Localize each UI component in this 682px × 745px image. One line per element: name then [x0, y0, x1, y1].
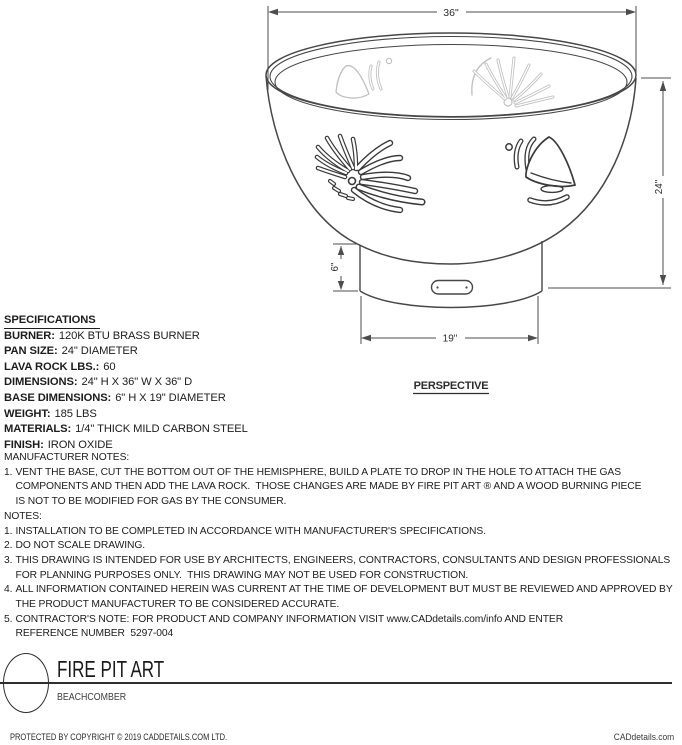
note-1: 1. INSTALLATION TO BE COMPLETED IN ACCORDANCE WITH MANUFACTURER'S SPECIFICATIONS. — [4, 525, 486, 537]
product-name: BEACHCOMBER — [57, 691, 127, 703]
dim-label-36: 36" — [443, 7, 459, 19]
dim-label-6: 6" — [330, 262, 341, 272]
note-5: 5. CONTRACTOR'S NOTE: FOR PRODUCT AND COMPANY INFORMATION VISIT www.CADdetails.com/info AND ENTER REFERENCE NUMBER 5297-004 — [4, 613, 564, 640]
spec-finish: FINISH: IRON OXIDE — [4, 438, 113, 451]
specifications-title: SPECIFICATIONS — [4, 314, 100, 329]
spec-weight: WEIGHT: 185 LBS — [4, 407, 97, 420]
spec-burner: BURNER: 120K BTU BRASS BURNER — [4, 329, 200, 342]
manufacturer-notes-title: MANUFACTURER NOTES: — [4, 452, 130, 463]
spec-dimensions: DIMENSIONS: 24" H X 36" W X 36" D — [4, 376, 193, 389]
view-label: PERSPECTIVE — [413, 380, 489, 392]
copyright-notice: PROTECTED BY COPYRIGHT © 2019 CADDETAILS.COM LTD. — [10, 731, 228, 742]
interior-cutout-shadows — [336, 58, 553, 106]
spec-base-dimensions: BASE DIMENSIONS: 6" H X 19" DIAMETER — [4, 391, 226, 404]
dim-label-19: 19" — [442, 333, 458, 345]
specifications-section — [4, 314, 248, 454]
notes-title: NOTES: — [4, 510, 42, 522]
spec-materials: MATERIALS: 1/4" THICK MILD CARBON STEEL — [4, 423, 248, 436]
note-4: 4. ALL INFORMATION CONTAINED HEREIN WAS CURRENT AT THE TIME OF DEVELOPMENT BUT MUST BE REVIEWED AND APPROVED BY THE PRODUCT MANUFACTURER TO BE CONSIDERED ACCURATE. — [4, 584, 673, 611]
shell-cutout-left — [317, 136, 422, 210]
brand-name: FIRE PIT ART — [57, 656, 165, 682]
dim-label-24: 24" — [654, 179, 665, 195]
base — [360, 241, 542, 308]
note-2: 2. DO NOT SCALE DRAWING. — [4, 540, 145, 552]
bowl-rim — [266, 33, 636, 120]
website-label: CADdetails.com — [613, 731, 674, 742]
shell-cutout-right — [506, 137, 575, 203]
manufacturer-note-1: 1. VENT THE BASE, CUT THE BOTTOM OUT OF THE HEMISPHERE, BUILD A PLATE TO DROP IN THE HOLE TO ATTACH THE GAS COMPONENTS AND THEN ADD THE LAVA ROCK. THOSE CHANGES ARE MADE BY FIRE PIT ART ® AND A WOOD BURNING PIECE IS NOT TO BE MODIFIED FOR GAS BY THE CONSUMER. — [4, 466, 642, 508]
notes-section — [4, 451, 673, 642]
spec-pan-size: PAN SIZE: 24" DIAMETER — [4, 345, 138, 358]
spec-lava-rock: LAVA ROCK LBS.: 60 — [4, 360, 116, 373]
note-3: 3. THIS DRAWING IS INTENDED FOR USE BY ARCHITECTS, ENGINEERS, CONTRACTORS, CONSULTANTS AND DESIGN PROFESSIONALS FOR PLANNING PURPOSES ONLY. THIS DRAWING MAY NOT BE USED FOR CONSTRUCTION. — [4, 554, 671, 581]
